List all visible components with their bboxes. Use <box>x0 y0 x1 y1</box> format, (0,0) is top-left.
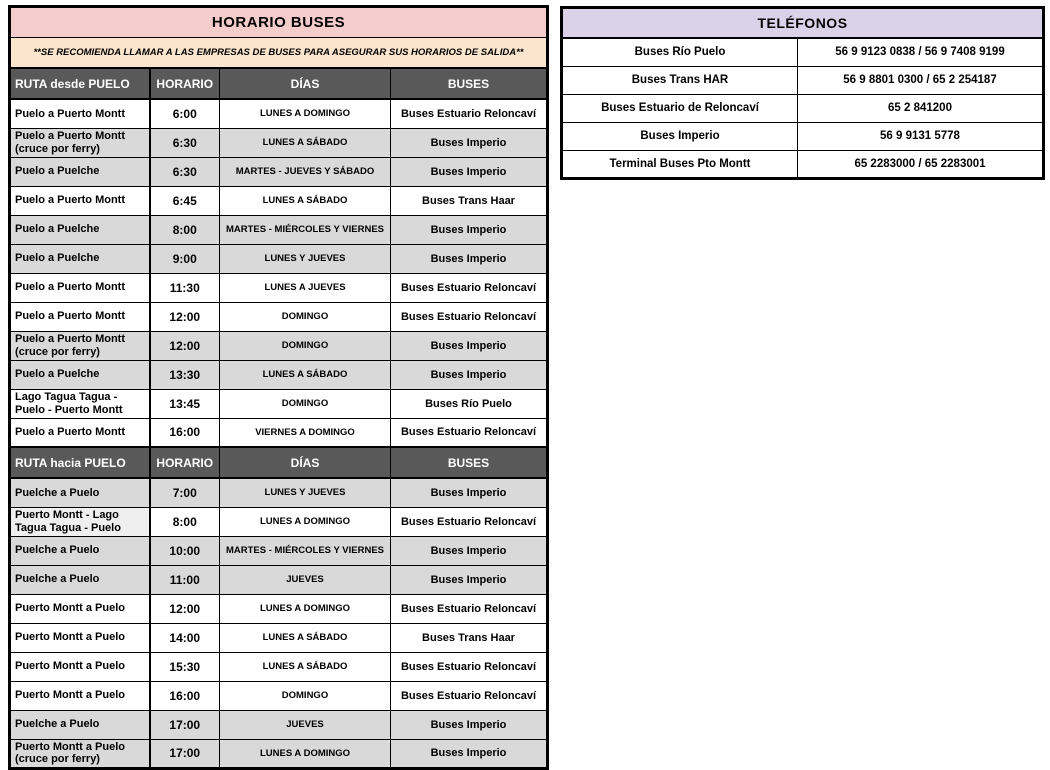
schedule-row <box>10 215 548 244</box>
days-cell: MARTES - MIÉRCOLES Y VIERNES <box>220 215 391 244</box>
company-name-cell: Buses Imperio <box>562 122 798 150</box>
schedule-row <box>10 681 548 710</box>
route-cell: Puelche a Puelo <box>10 565 150 594</box>
days-cell: LUNES A DOMINGO <box>220 739 391 768</box>
bus-cell: Buses Trans Haar <box>391 186 548 215</box>
phone-number-cell: 56 9 9123 0838 / 56 9 7408 9199 <box>798 38 1044 66</box>
schedule-title-row <box>10 7 548 38</box>
schedule-row <box>10 99 548 128</box>
time-cell: 17:00 <box>150 739 220 768</box>
schedule-row <box>10 507 548 536</box>
days-cell: LUNES A SÁBADO <box>220 652 391 681</box>
time-cell: 7:00 <box>150 478 220 507</box>
days-cell: LUNES Y JUEVES <box>220 478 391 507</box>
bus-cell: Buses Trans Haar <box>391 623 548 652</box>
column-header: RUTA desde PUELO <box>10 68 150 99</box>
horario-buses-table <box>8 5 549 770</box>
schedule-row <box>10 652 548 681</box>
schedule-row <box>10 128 548 157</box>
route-cell: Puelo a Puelche <box>10 244 150 273</box>
days-cell: DOMINGO <box>220 389 391 418</box>
schedule-row <box>10 565 548 594</box>
route-cell: Puelo a Puerto Montt (cruce por ferry) <box>10 128 150 157</box>
phone-number-cell: 65 2283000 / 65 2283001 <box>798 150 1044 178</box>
time-cell: 8:00 <box>150 215 220 244</box>
time-cell: 6:30 <box>150 157 220 186</box>
bus-cell: Buses Estuario Reloncaví <box>391 273 548 302</box>
days-cell: JUEVES <box>220 565 391 594</box>
telefonos-table <box>560 6 1045 180</box>
schedule-row <box>10 302 548 331</box>
phone-row <box>562 38 1044 66</box>
days-cell: LUNES A SÁBADO <box>220 128 391 157</box>
phone-number-cell: 56 9 9131 5778 <box>798 122 1044 150</box>
company-name-cell: Buses Río Puelo <box>562 38 798 66</box>
bus-cell: Buses Estuario Reloncaví <box>391 507 548 536</box>
schedule-row <box>10 418 548 447</box>
column-header: BUSES <box>391 68 548 99</box>
days-cell: DOMINGO <box>220 681 391 710</box>
days-cell: MARTES - JUEVES Y SÁBADO <box>220 157 391 186</box>
company-name-cell: Terminal Buses Pto Montt <box>562 150 798 178</box>
route-cell: Puelo a Puelche <box>10 360 150 389</box>
route-cell: Lago Tagua Tagua - Puelo - Puerto Montt <box>10 389 150 418</box>
route-cell: Puelo a Puerto Montt <box>10 302 150 331</box>
route-cell: Puerto Montt a Puelo (cruce por ferry) <box>10 739 150 768</box>
days-cell: MARTES - MIÉRCOLES Y VIERNES <box>220 536 391 565</box>
route-cell: Puerto Montt - Lago Tagua Tagua - Puelo <box>10 507 150 536</box>
bus-cell: Buses Imperio <box>391 360 548 389</box>
phone-number-cell: 65 2 841200 <box>798 94 1044 122</box>
bus-cell: Buses Estuario Reloncaví <box>391 652 548 681</box>
time-cell: 13:30 <box>150 360 220 389</box>
route-cell: Puelo a Puerto Montt (cruce por ferry) <box>10 331 150 360</box>
time-cell: 14:00 <box>150 623 220 652</box>
phone-row <box>562 94 1044 122</box>
days-cell: LUNES A SÁBADO <box>220 186 391 215</box>
route-cell: Puerto Montt a Puelo <box>10 652 150 681</box>
time-cell: 6:30 <box>150 128 220 157</box>
column-header: DÍAS <box>220 68 391 99</box>
bus-cell: Buses Estuario Reloncaví <box>391 418 548 447</box>
bus-cell: Buses Río Puelo <box>391 389 548 418</box>
days-cell: JUEVES <box>220 710 391 739</box>
column-header: DÍAS <box>220 447 391 478</box>
schedule-row <box>10 594 548 623</box>
bus-cell: Buses Imperio <box>391 215 548 244</box>
schedule-row <box>10 623 548 652</box>
schedule-row <box>10 331 548 360</box>
time-cell: 12:00 <box>150 302 220 331</box>
bus-cell: Buses Imperio <box>391 710 548 739</box>
days-cell: LUNES A DOMINGO <box>220 507 391 536</box>
section-header-row-1 <box>10 68 548 99</box>
time-cell: 10:00 <box>150 536 220 565</box>
time-cell: 17:00 <box>150 710 220 739</box>
route-cell: Puelche a Puelo <box>10 710 150 739</box>
time-cell: 15:30 <box>150 652 220 681</box>
schedule-subtitle: **SE RECOMIENDA LLAMAR A LAS EMPRESAS DE BUSES PARA ASEGURAR SUS HORARIOS DE SALIDA** <box>10 38 548 69</box>
phones-title-row <box>562 8 1044 39</box>
schedule-row <box>10 536 548 565</box>
days-cell: LUNES A SÁBADO <box>220 623 391 652</box>
bus-cell: Buses Imperio <box>391 331 548 360</box>
schedule-row <box>10 273 548 302</box>
route-cell: Puerto Montt a Puelo <box>10 594 150 623</box>
schedule-row <box>10 739 548 768</box>
route-cell: Puelche a Puelo <box>10 536 150 565</box>
section-header-row-2 <box>10 447 548 478</box>
column-header: RUTA hacia PUELO <box>10 447 150 478</box>
schedule-row <box>10 360 548 389</box>
phone-row <box>562 122 1044 150</box>
bus-cell: Buses Estuario Reloncaví <box>391 302 548 331</box>
route-cell: Puelo a Puerto Montt <box>10 273 150 302</box>
time-cell: 16:00 <box>150 418 220 447</box>
route-cell: Puelo a Puerto Montt <box>10 99 150 128</box>
schedule-row <box>10 186 548 215</box>
time-cell: 9:00 <box>150 244 220 273</box>
bus-cell: Buses Imperio <box>391 565 548 594</box>
phone-number-cell: 56 9 8801 0300 / 65 2 254187 <box>798 66 1044 94</box>
days-cell: LUNES A JUEVES <box>220 273 391 302</box>
schedule-title: HORARIO BUSES <box>10 7 548 38</box>
route-cell: Puelo a Puelche <box>10 215 150 244</box>
time-cell: 11:00 <box>150 565 220 594</box>
days-cell: LUNES A DOMINGO <box>220 594 391 623</box>
bus-cell: Buses Imperio <box>391 128 548 157</box>
schedule-row <box>10 244 548 273</box>
time-cell: 6:00 <box>150 99 220 128</box>
bus-cell: Buses Estuario Reloncaví <box>391 594 548 623</box>
route-cell: Puelo a Puerto Montt <box>10 418 150 447</box>
route-cell: Puelo a Puelche <box>10 157 150 186</box>
days-cell: VIERNES A DOMINGO <box>220 418 391 447</box>
company-name-cell: Buses Estuario de Reloncaví <box>562 94 798 122</box>
column-header: HORARIO <box>150 68 220 99</box>
days-cell: LUNES Y JUEVES <box>220 244 391 273</box>
schedule-row <box>10 478 548 507</box>
days-cell: LUNES A SÁBADO <box>220 360 391 389</box>
bus-cell: Buses Imperio <box>391 157 548 186</box>
time-cell: 12:00 <box>150 331 220 360</box>
route-cell: Puelche a Puelo <box>10 478 150 507</box>
time-cell: 16:00 <box>150 681 220 710</box>
time-cell: 13:45 <box>150 389 220 418</box>
column-header: HORARIO <box>150 447 220 478</box>
schedule-row <box>10 389 548 418</box>
phones-title: TELÉFONOS <box>562 8 1044 39</box>
schedule-row <box>10 157 548 186</box>
schedule-subtitle-row <box>10 38 548 69</box>
days-cell: DOMINGO <box>220 302 391 331</box>
time-cell: 12:00 <box>150 594 220 623</box>
column-header: BUSES <box>391 447 548 478</box>
bus-cell: Buses Imperio <box>391 739 548 768</box>
time-cell: 8:00 <box>150 507 220 536</box>
company-name-cell: Buses Trans HAR <box>562 66 798 94</box>
time-cell: 6:45 <box>150 186 220 215</box>
bus-cell: Buses Estuario Reloncaví <box>391 99 548 128</box>
bus-cell: Buses Estuario Reloncaví <box>391 681 548 710</box>
bus-cell: Buses Imperio <box>391 478 548 507</box>
days-cell: DOMINGO <box>220 331 391 360</box>
route-cell: Puelo a Puerto Montt <box>10 186 150 215</box>
route-cell: Puerto Montt a Puelo <box>10 623 150 652</box>
route-cell: Puerto Montt a Puelo <box>10 681 150 710</box>
days-cell: LUNES A DOMINGO <box>220 99 391 128</box>
time-cell: 11:30 <box>150 273 220 302</box>
phone-row <box>562 66 1044 94</box>
bus-cell: Buses Imperio <box>391 244 548 273</box>
bus-cell: Buses Imperio <box>391 536 548 565</box>
phone-row <box>562 150 1044 178</box>
schedule-row <box>10 710 548 739</box>
